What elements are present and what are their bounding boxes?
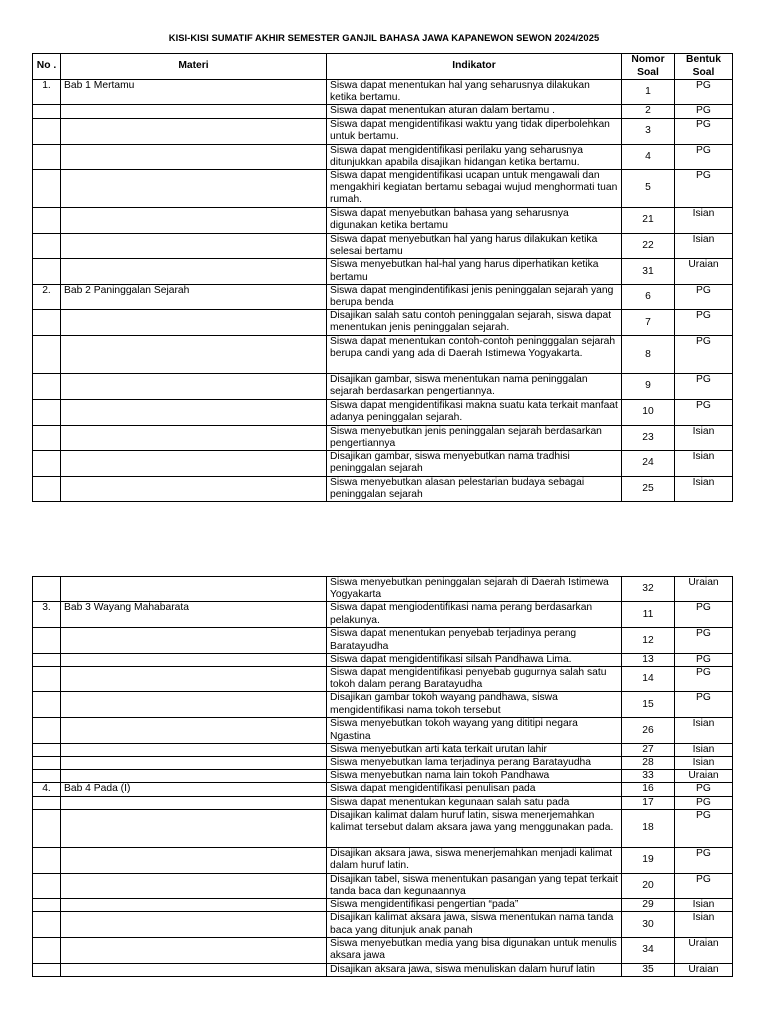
cell-bentuk-soal: PG <box>675 692 733 718</box>
cell-no <box>33 912 61 937</box>
table-row <box>33 963 733 976</box>
cell-no <box>33 374 61 399</box>
cell-no <box>33 770 61 783</box>
table-row <box>33 577 733 602</box>
table-row <box>33 374 733 399</box>
cell-bentuk-soal: Uraian <box>675 577 733 602</box>
cell-nomor-soal: 11 <box>622 602 675 628</box>
cell-materi <box>61 757 327 770</box>
cell-nomor-soal: 16 <box>622 783 675 796</box>
cell-no <box>33 847 61 873</box>
table-row <box>33 912 733 937</box>
table-body <box>33 80 733 502</box>
table-row <box>33 310 733 336</box>
cell-materi <box>61 208 327 234</box>
table-row <box>33 757 733 770</box>
table-row <box>33 425 733 450</box>
cell-indikator: Siswa dapat mengidentifikasi silsah Pandhawa Lima. <box>327 653 622 666</box>
table-body <box>33 577 733 977</box>
cell-bentuk-soal: PG <box>675 399 733 425</box>
cell-no <box>33 477 61 502</box>
cell-indikator: Disajikan gambar tokoh wayang pandhawa, siswa mengidentifikasi nama tokoh tersebut <box>327 692 622 718</box>
cell-nomor-soal: 4 <box>622 144 675 169</box>
cell-nomor-soal: 19 <box>622 847 675 873</box>
cell-nomor-soal: 25 <box>622 477 675 502</box>
cell-nomor-soal: 31 <box>622 259 675 284</box>
cell-nomor-soal: 29 <box>622 899 675 912</box>
cell-bentuk-soal: Isian <box>675 743 733 756</box>
cell-materi <box>61 374 327 399</box>
cell-bentuk-soal: PG <box>675 336 733 374</box>
cell-nomor-soal: 32 <box>622 577 675 602</box>
cell-no <box>33 692 61 718</box>
cell-bentuk-soal: PG <box>675 602 733 628</box>
cell-no: 4. <box>33 783 61 796</box>
cell-indikator: Siswa menyebutkan nama lain tokoh Pandhawa <box>327 770 622 783</box>
cell-no <box>33 399 61 425</box>
cell-no <box>33 105 61 118</box>
cell-indikator: Siswa dapat mengidentifikasi penulisan pada <box>327 783 622 796</box>
cell-nomor-soal: 7 <box>622 310 675 336</box>
cell-no <box>33 796 61 809</box>
cell-no <box>33 310 61 336</box>
cell-indikator: Siswa dapat menyebutkan hal yang harus dilakukan ketika selesai bertamu <box>327 234 622 259</box>
cell-materi <box>61 477 327 502</box>
cell-materi <box>61 912 327 937</box>
cell-materi <box>61 667 327 692</box>
cell-indikator: Siswa dapat mengidentifikasi ucapan untuk mengawali dan mengakhiri kegiatan bertamu sebagai wujud menghormati tuan rumah. <box>327 170 622 208</box>
cell-bentuk-soal: PG <box>675 310 733 336</box>
cell-no: 3. <box>33 602 61 628</box>
header-materi: Materi <box>61 54 327 80</box>
cell-materi <box>61 873 327 898</box>
cell-indikator: Disajikan gambar, siswa menyebutkan nama tradhisi peninggalan sejarah <box>327 451 622 477</box>
cell-nomor-soal: 3 <box>622 118 675 144</box>
table-row <box>33 847 733 873</box>
table-row <box>33 80 733 105</box>
cell-nomor-soal: 15 <box>622 692 675 718</box>
cell-nomor-soal: 23 <box>622 425 675 450</box>
cell-no <box>33 899 61 912</box>
cell-bentuk-soal: PG <box>675 628 733 653</box>
cell-nomor-soal: 35 <box>622 963 675 976</box>
cell-bentuk-soal: Isian <box>675 477 733 502</box>
cell-no <box>33 667 61 692</box>
cell-materi <box>61 234 327 259</box>
cell-bentuk-soal: PG <box>675 284 733 309</box>
cell-materi <box>61 336 327 374</box>
cell-indikator: Siswa menyebutkan media yang bisa digunakan untuk menulis aksara jawa <box>327 937 622 963</box>
cell-materi <box>61 847 327 873</box>
cell-materi <box>61 718 327 743</box>
cell-materi: Bab 1 Mertamu <box>61 80 327 105</box>
cell-indikator: Siswa dapat mengindentifikasi jenis peninggalan sejarah yang berupa benda <box>327 284 622 309</box>
cell-bentuk-soal: Isian <box>675 899 733 912</box>
cell-bentuk-soal: PG <box>675 118 733 144</box>
cell-nomor-soal: 24 <box>622 451 675 477</box>
cell-materi <box>61 118 327 144</box>
cell-indikator: Disajikan kalimat aksara jawa, siswa menentukan nama tanda baca yang ditunjuk anak panah <box>327 912 622 937</box>
cell-no <box>33 170 61 208</box>
cell-no <box>33 118 61 144</box>
cell-indikator: Siswa dapat menentukan hal yang seharusnya dilakukan ketika bertamu. <box>327 80 622 105</box>
cell-bentuk-soal: PG <box>675 374 733 399</box>
cell-materi <box>61 259 327 284</box>
cell-no <box>33 259 61 284</box>
cell-materi: Bab 3 Wayang Mahabarata <box>61 602 327 628</box>
table-row <box>33 451 733 477</box>
cell-indikator: Siswa mengidentifikasi pengertian “pada” <box>327 899 622 912</box>
header-indikator: Indikator <box>327 54 622 80</box>
cell-no <box>33 653 61 666</box>
cell-indikator: Siswa dapat mengidentifikasi penyebab gugurnya salah satu tokoh dalam perang Baratayudha <box>327 667 622 692</box>
cell-no <box>33 336 61 374</box>
cell-nomor-soal: 9 <box>622 374 675 399</box>
cell-bentuk-soal: PG <box>675 667 733 692</box>
cell-no <box>33 451 61 477</box>
cell-nomor-soal: 22 <box>622 234 675 259</box>
cell-materi <box>61 451 327 477</box>
cell-nomor-soal: 33 <box>622 770 675 783</box>
cell-indikator: Siswa dapat mengiodentifikasi nama perang berdasarkan pelakunya. <box>327 602 622 628</box>
cell-bentuk-soal: PG <box>675 809 733 847</box>
cell-no <box>33 628 61 653</box>
cell-nomor-soal: 2 <box>622 105 675 118</box>
cell-nomor-soal: 12 <box>622 628 675 653</box>
cell-materi <box>61 144 327 169</box>
cell-bentuk-soal: PG <box>675 847 733 873</box>
cell-indikator: Siswa menyebutkan jenis peninggalan sejarah berdasarkan pengertiannya <box>327 425 622 450</box>
cell-nomor-soal: 18 <box>622 809 675 847</box>
table-row <box>33 628 733 653</box>
cell-materi <box>61 963 327 976</box>
cell-materi <box>61 899 327 912</box>
cell-materi <box>61 399 327 425</box>
cell-indikator: Siswa dapat menentukan penyebab terjadinya perang Baratayudha <box>327 628 622 653</box>
header-no: No . <box>33 54 61 80</box>
cell-materi <box>61 310 327 336</box>
kisi-kisi-table-page-1 <box>32 53 733 502</box>
cell-bentuk-soal: Isian <box>675 451 733 477</box>
table-row <box>33 873 733 898</box>
cell-no: 2. <box>33 284 61 309</box>
cell-bentuk-soal: Isian <box>675 718 733 743</box>
cell-bentuk-soal: Uraian <box>675 259 733 284</box>
table-row <box>33 653 733 666</box>
cell-no <box>33 873 61 898</box>
cell-bentuk-soal: PG <box>675 144 733 169</box>
document-title: KISI-KISI SUMATIF AKHIR SEMESTER GANJIL BAHASA JAWA KAPANEWON SEWON 2024/2025 <box>168 32 600 43</box>
cell-indikator: Disajikan kalimat dalam huruf latin, siswa menerjemahkan kalimat tersebut dalam aksara jawa yang menggunakan pada. <box>327 809 622 847</box>
table-row <box>33 718 733 743</box>
cell-materi <box>61 937 327 963</box>
cell-bentuk-soal: PG <box>675 873 733 898</box>
cell-bentuk-soal: Isian <box>675 757 733 770</box>
cell-nomor-soal: 6 <box>622 284 675 309</box>
table-row <box>33 937 733 963</box>
header-bentuk-soal: Bentuk Soal <box>675 54 733 80</box>
table-row <box>33 399 733 425</box>
cell-no <box>33 809 61 847</box>
table-row <box>33 118 733 144</box>
cell-materi <box>61 105 327 118</box>
cell-no <box>33 937 61 963</box>
cell-bentuk-soal: PG <box>675 796 733 809</box>
cell-bentuk-soal: Uraian <box>675 770 733 783</box>
cell-indikator: Siswa menyebutkan arti kata terkait urutan lahir <box>327 743 622 756</box>
cell-indikator: Siswa menyebutkan tokoh wayang yang dititipi negara Ngastina <box>327 718 622 743</box>
cell-no <box>33 757 61 770</box>
table-row <box>33 259 733 284</box>
cell-no <box>33 718 61 743</box>
cell-nomor-soal: 34 <box>622 937 675 963</box>
kisi-kisi-table-page-2 <box>32 576 733 977</box>
cell-indikator: Disajikan tabel, siswa menentukan pasangan yang tepat terkait tanda baca dan kegunaannya <box>327 873 622 898</box>
table-row <box>33 692 733 718</box>
cell-no <box>33 425 61 450</box>
cell-materi <box>61 425 327 450</box>
table-row <box>33 234 733 259</box>
cell-no <box>33 577 61 602</box>
table-row <box>33 667 733 692</box>
cell-materi <box>61 577 327 602</box>
cell-nomor-soal: 28 <box>622 757 675 770</box>
cell-nomor-soal: 14 <box>622 667 675 692</box>
cell-indikator: Siswa menyebutkan hal-hal yang harus diperhatikan ketika bertamu <box>327 259 622 284</box>
cell-nomor-soal: 21 <box>622 208 675 234</box>
table-row <box>33 336 733 374</box>
header-nomor-soal: Nomor Soal <box>622 54 675 80</box>
cell-no <box>33 144 61 169</box>
cell-bentuk-soal: Isian <box>675 912 733 937</box>
cell-no: 1. <box>33 80 61 105</box>
cell-bentuk-soal: PG <box>675 170 733 208</box>
cell-indikator: Siswa dapat menentukan kegunaan salah satu pada <box>327 796 622 809</box>
cell-bentuk-soal: PG <box>675 80 733 105</box>
cell-no <box>33 234 61 259</box>
cell-bentuk-soal: PG <box>675 653 733 666</box>
table-row <box>33 743 733 756</box>
cell-indikator: Disajikan gambar, siswa menentukan nama peninggalan sejarah berdasarkan pengertiannya. <box>327 374 622 399</box>
cell-nomor-soal: 5 <box>622 170 675 208</box>
cell-nomor-soal: 27 <box>622 743 675 756</box>
cell-indikator: Siswa dapat menyebutkan bahasa yang seharusnya digunakan ketika bertamu <box>327 208 622 234</box>
cell-indikator: Siswa menyebutkan peninggalan sejarah di Daerah Istimewa Yogyakarta <box>327 577 622 602</box>
cell-materi: Bab 4 Pada (I) <box>61 783 327 796</box>
cell-materi <box>61 809 327 847</box>
cell-materi <box>61 170 327 208</box>
table-row <box>33 783 733 796</box>
table-row <box>33 105 733 118</box>
cell-materi <box>61 796 327 809</box>
cell-materi <box>61 770 327 783</box>
cell-nomor-soal: 1 <box>622 80 675 105</box>
cell-no <box>33 743 61 756</box>
cell-bentuk-soal: Uraian <box>675 963 733 976</box>
table-row <box>33 796 733 809</box>
cell-indikator: Disajikan aksara jawa, siswa menuliskan dalam huruf latin <box>327 963 622 976</box>
table-row <box>33 144 733 169</box>
cell-no <box>33 963 61 976</box>
cell-bentuk-soal: Isian <box>675 234 733 259</box>
cell-indikator: Siswa dapat menentukan aturan dalam bertamu . <box>327 105 622 118</box>
cell-indikator: Disajikan aksara jawa, siswa menerjemahkan menjadi kalimat dalam huruf latin. <box>327 847 622 873</box>
cell-materi <box>61 692 327 718</box>
cell-nomor-soal: 8 <box>622 336 675 374</box>
cell-bentuk-soal: Isian <box>675 208 733 234</box>
cell-indikator: Siswa dapat mengidentifikasi waktu yang tidak diperbolehkan untuk bertamu. <box>327 118 622 144</box>
cell-nomor-soal: 30 <box>622 912 675 937</box>
table-row <box>33 477 733 502</box>
table-row <box>33 284 733 309</box>
cell-indikator: Siswa menyebutkan lama terjadinya perang Baratayudha <box>327 757 622 770</box>
table-row <box>33 208 733 234</box>
cell-no <box>33 208 61 234</box>
cell-indikator: Siswa menyebutkan alasan pelestarian budaya sebagai peninggalan sejarah <box>327 477 622 502</box>
cell-indikator: Siswa dapat mengidentifikasi perilaku yang seharusnya ditunjukkan apabila disajikan hidangan ketika bertamu. <box>327 144 622 169</box>
table-row <box>33 602 733 628</box>
table-row <box>33 809 733 847</box>
cell-materi <box>61 628 327 653</box>
cell-materi <box>61 653 327 666</box>
cell-indikator: Siswa dapat menentukan contoh-contoh peningggalan sejarah berupa candi yang ada di Daerah Istimewa Yogyakarta. <box>327 336 622 374</box>
table-row <box>33 899 733 912</box>
cell-nomor-soal: 26 <box>622 718 675 743</box>
table-header-row <box>33 54 733 80</box>
cell-bentuk-soal: PG <box>675 105 733 118</box>
cell-bentuk-soal: PG <box>675 783 733 796</box>
cell-nomor-soal: 13 <box>622 653 675 666</box>
cell-nomor-soal: 20 <box>622 873 675 898</box>
cell-materi <box>61 743 327 756</box>
cell-nomor-soal: 10 <box>622 399 675 425</box>
cell-materi: Bab 2 Paninggalan Sejarah <box>61 284 327 309</box>
cell-indikator: Disajikan salah satu contoh peninggalan sejarah, siswa dapat menentukan jenis peninggalan sejarah. <box>327 310 622 336</box>
cell-indikator: Siswa dapat mengidentifikasi makna suatu kata terkait manfaat adanya peninggalan sejarah. <box>327 399 622 425</box>
cell-nomor-soal: 17 <box>622 796 675 809</box>
cell-bentuk-soal: Uraian <box>675 937 733 963</box>
cell-bentuk-soal: Isian <box>675 425 733 450</box>
table-row <box>33 170 733 208</box>
table-row <box>33 770 733 783</box>
